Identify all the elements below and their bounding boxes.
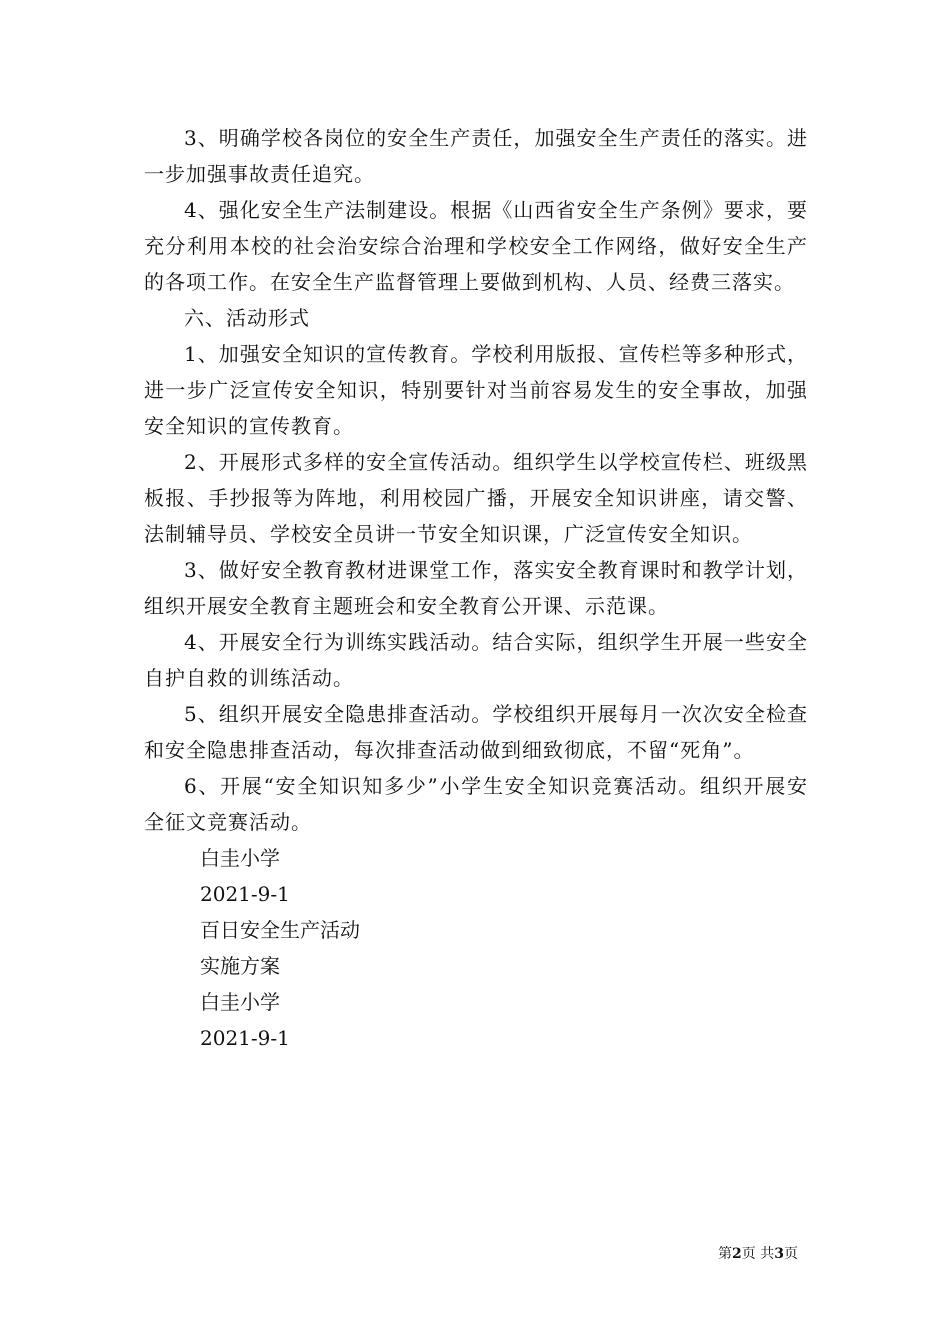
page-number-footer bbox=[718, 1245, 798, 1263]
closing-date-repeat: 2021-9-1 bbox=[200, 1026, 290, 1050]
paragraph-4-training: 4、开展安全行为训练实践活动。结合实际，组织学生开展一些安全自护自救的训练活动。 bbox=[144, 630, 808, 690]
paragraph-3-classroom: 3、做好安全教育教材进课堂工作，落实安全教育课时和教学计划，组织开展安全教育主题班会和安全教育公开课、示范课。 bbox=[144, 558, 808, 618]
paragraph-1-publicity: 1、加强安全知识的宣传教育。学校利用版报、宣传栏等多种形式，进一步广泛宣传安全知识，特别要针对当前容易发生的安全事故，加强安全知识的宣传教育。 bbox=[144, 342, 808, 438]
footer-middle: 页 共 bbox=[741, 1246, 775, 1262]
footer-total-pages: 3 bbox=[774, 1246, 784, 1262]
paragraph-2-activities: 2、开展形式多样的安全宣传活动。组织学生以学校宣传栏、班级黑板报、手抄报等为阵地，利用校园广播，开展安全知识讲座，请交警、法制辅导员、学校安全员讲一节安全知识课，广泛宣传安全知识。 bbox=[144, 450, 808, 546]
paragraph-6-competition: 6、开展“安全知识知多少”小学生安全知识竞赛活动。组织开展安全征文竞赛活动。 bbox=[144, 774, 808, 834]
closing-school-name-repeat: 白圭小学 bbox=[200, 990, 280, 1014]
paragraph-3-responsibility: 3、明确学校各岗位的安全生产责任，加强安全生产责任的落实。进一步加强事故责任追究。 bbox=[144, 126, 808, 186]
paragraph-4-legal-construction: 4、强化安全生产法制建设。根据《山西省安全生产条例》要求，要充分利用本校的社会治安综合治理和学校安全工作网络，做好安全生产的各项工作。在安全生产监督管理上要做到机构、人员、经费三落实。 bbox=[144, 198, 808, 294]
section-heading-activity-forms: 六、活动形式 bbox=[184, 306, 310, 330]
footer-suffix: 页 bbox=[783, 1246, 798, 1262]
closing-title: 百日安全生产活动 bbox=[200, 918, 360, 942]
closing-date: 2021-9-1 bbox=[200, 882, 290, 906]
closing-school-name: 白圭小学 bbox=[200, 846, 280, 870]
footer-prefix: 第 bbox=[718, 1246, 732, 1262]
footer-current-page: 2 bbox=[732, 1246, 742, 1262]
closing-subtitle: 实施方案 bbox=[200, 954, 280, 978]
document-body bbox=[144, 120, 808, 1056]
paragraph-5-inspection: 5、组织开展安全隐患排查活动。学校组织开展每月一次次安全检查和安全隐患排查活动，每次排查活动做到细致彻底，不留“死角”。 bbox=[144, 702, 808, 762]
